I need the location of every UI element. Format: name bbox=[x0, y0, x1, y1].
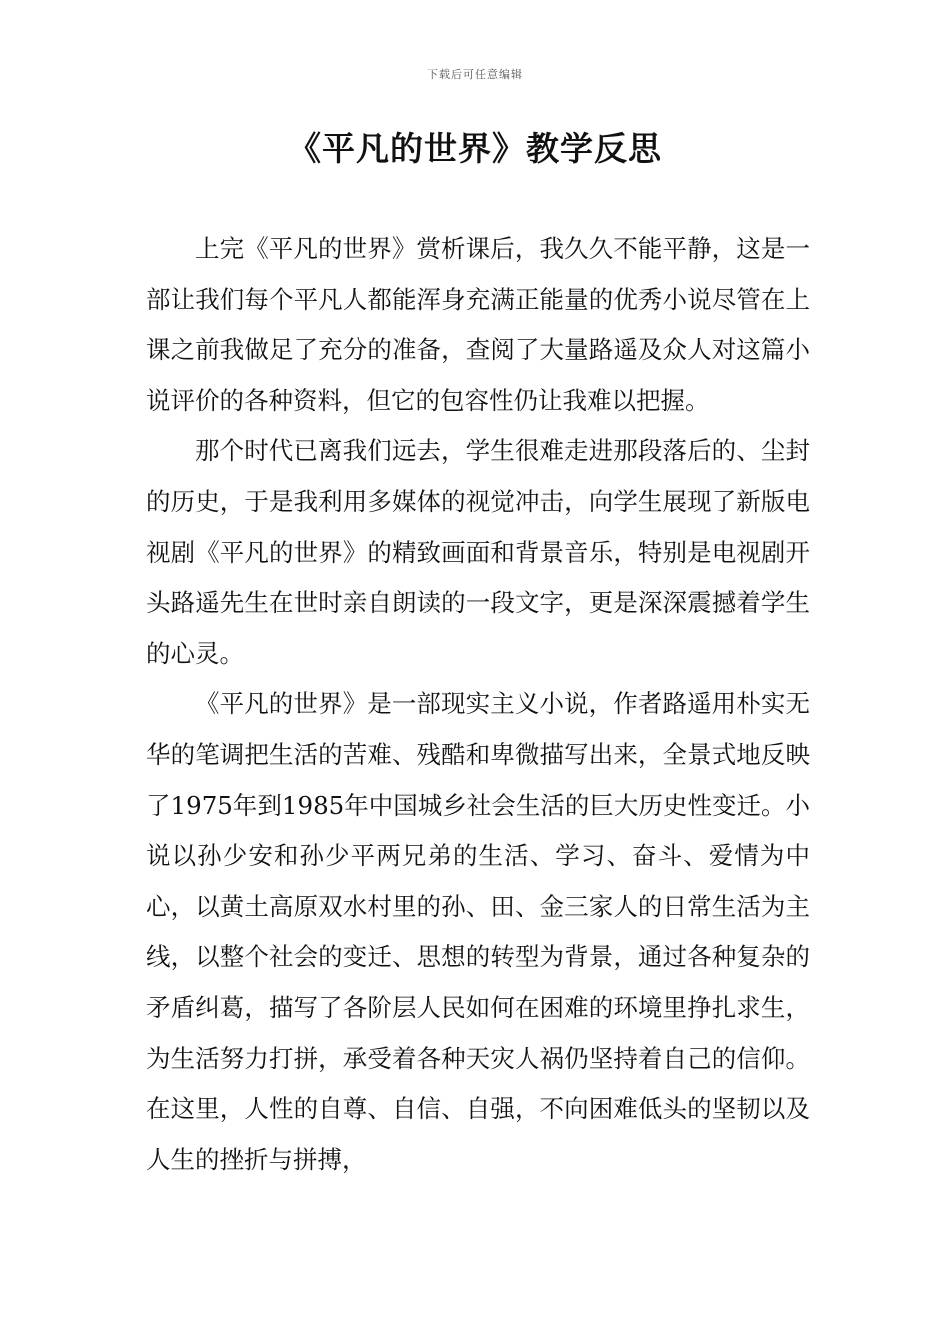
header-note: 下载后可任意编辑 bbox=[427, 68, 523, 81]
document-body bbox=[146, 224, 810, 1185]
paragraph-2: 那个时代已离我们远去，学生很难走进那段落后的、尘封的历史，于是我利用多媒体的视觉冲击，向学生展现了新版电视剧《平凡的世界》的精致画面和背景音乐，特别是电视剧开头路遥先生在世时亲自朗读的一段文字，更是深深震撼着学生的心灵。 bbox=[146, 436, 810, 668]
paragraph-1: 上完《平凡的世界》赏析课后，我久久不能平静，这是一部让我们每个平凡人都能浑身充满正能量的优秀小说尽管在上课之前我做足了充分的准备，查阅了大量路遥及众人对这篇小说评价的各种资料，但它的包容性仍让我难以把握。 bbox=[146, 234, 810, 415]
paragraph-3: 《平凡的世界》是一部现实主义小说，作者路遥用朴实无华的笔调把生活的苦难、残酷和卑微描写出来，全景式地反映了1975年到1985年中国城乡社会生活的巨大历史性变迁。小说以孙少安和孙少平两兄弟的生活、学习、奋斗、爱情为中心，以黄土高原双水村里的孙、田、金三家人的日常生活为主线，以整个社会的变迁、思想的转型为背景，通过各种复杂的矛盾纠葛，描写了各阶层人民如何在困难的环境里挣扎求生，为生活努力打拼，承受着各种天灾人祸仍坚持着自己的信仰。在这里，人性的自尊、自信、自强，不向困难低头的坚韧以及人生的挫折与拼搏， bbox=[146, 689, 810, 1174]
document-title: 《平凡的世界》教学反思 bbox=[288, 129, 662, 168]
